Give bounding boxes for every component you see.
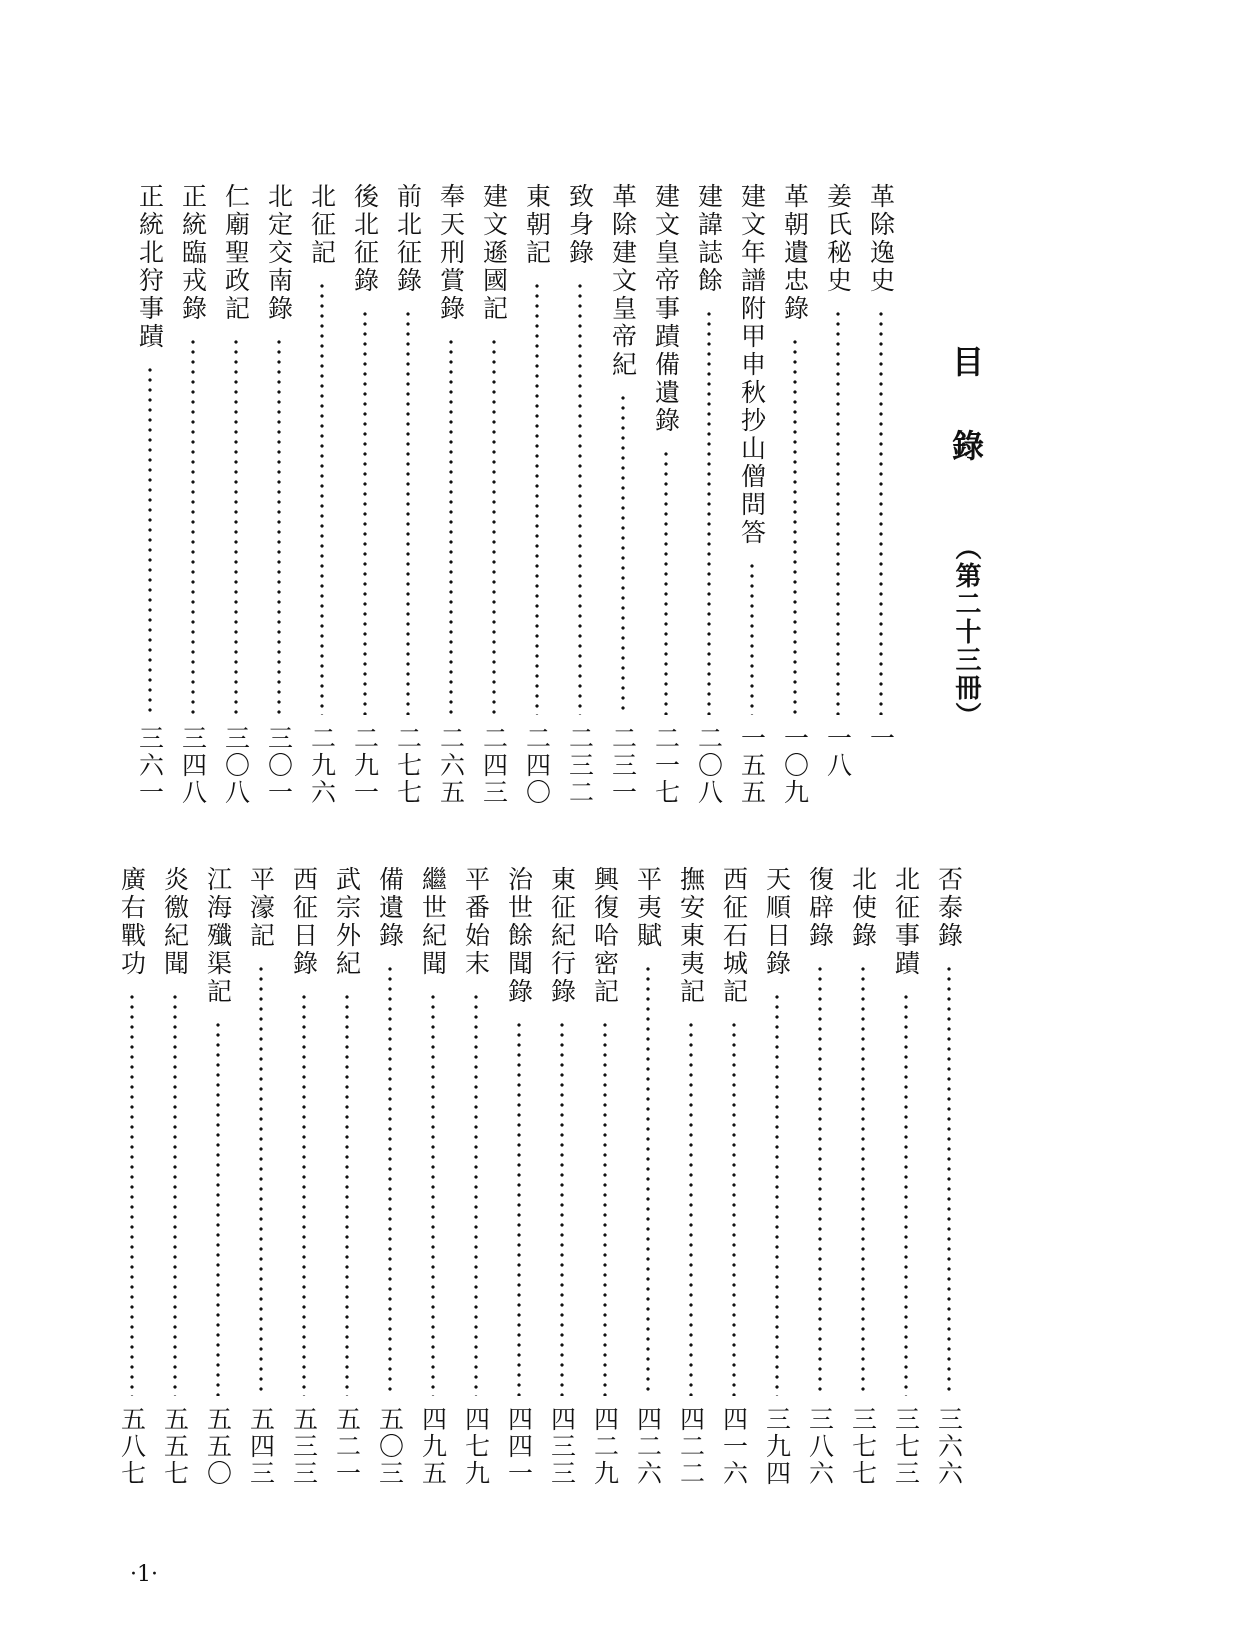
dot-leader (449, 337, 453, 715)
dot-leader (732, 1020, 736, 1396)
entry-page-number: 三〇八 (221, 725, 251, 806)
toc-entry[interactable] (669, 866, 712, 1496)
toc-entry[interactable] (472, 183, 515, 815)
toc-entry[interactable] (343, 183, 386, 815)
entry-page-number: 三〇一 (264, 725, 294, 806)
entry-title: 西征石城記 (719, 866, 749, 1006)
toc-entry[interactable] (816, 183, 859, 815)
toc-entry[interactable] (214, 183, 257, 815)
entry-title: 建文皇帝事蹟備遺錄 (651, 183, 681, 435)
toc-entry[interactable] (411, 866, 454, 1496)
toc-entry[interactable] (859, 183, 902, 815)
entry-page-number: 三六一 (135, 725, 165, 806)
entry-title: 正統北狩事蹟 (135, 183, 165, 351)
entry-page-number: 二三二 (565, 725, 595, 806)
toc-entry[interactable] (626, 866, 669, 1496)
entry-title: 仁廟聖政記 (221, 183, 251, 323)
toc-entry[interactable] (128, 183, 171, 815)
toc-entry[interactable] (601, 183, 644, 815)
entry-title: 正統臨戎錄 (178, 183, 208, 323)
dot-leader (517, 1020, 521, 1396)
entry-page-number: 五五七 (160, 1406, 190, 1487)
toc-entry[interactable] (730, 183, 773, 815)
entry-page-number: 五三三 (289, 1406, 319, 1487)
dot-leader (363, 309, 367, 715)
toc-entry[interactable] (110, 866, 153, 1496)
dot-leader (474, 992, 478, 1396)
dot-leader (277, 337, 281, 715)
entry-page-number: 五五〇 (203, 1406, 233, 1487)
toc-entry[interactable] (300, 183, 343, 815)
toc-entry[interactable] (386, 183, 429, 815)
entry-page-number: 四七九 (461, 1406, 491, 1487)
page-folio: ·1· (130, 1562, 158, 1587)
entry-title: 東朝記 (522, 183, 552, 267)
dot-leader (173, 992, 177, 1396)
toc-entry[interactable] (583, 866, 626, 1496)
dot-leader (750, 561, 754, 715)
entry-page-number: 三六六 (934, 1406, 964, 1487)
entry-title: 東征紀行錄 (547, 866, 577, 1006)
dot-leader (818, 964, 822, 1396)
entry-title: 平番始末 (461, 866, 491, 978)
dot-leader (148, 365, 152, 715)
dot-leader (191, 337, 195, 715)
entry-page-number: 四四一 (504, 1406, 534, 1487)
dot-leader (492, 337, 496, 715)
entry-page-number: 三九四 (762, 1406, 792, 1487)
entry-page-number: 四一六 (719, 1406, 749, 1487)
entry-page-number: 一〇九 (780, 725, 810, 806)
entry-title: 治世餘聞錄 (504, 866, 534, 1006)
dot-leader (320, 281, 324, 715)
toc-entry[interactable] (282, 866, 325, 1496)
entry-page-number: 五四三 (246, 1406, 276, 1487)
dot-leader (664, 449, 668, 715)
toc-entry[interactable] (755, 866, 798, 1496)
toc-entry[interactable] (239, 866, 282, 1496)
toc-entry[interactable] (884, 866, 927, 1496)
entry-title: 建文遜國記 (479, 183, 509, 323)
entry-title: 革除建文皇帝紀 (608, 183, 638, 379)
entry-title: 天順日錄 (762, 866, 792, 978)
dot-leader (234, 337, 238, 715)
dot-leader (406, 309, 410, 715)
entry-title: 奉天刑賞錄 (436, 183, 466, 323)
toc-entry[interactable] (196, 866, 239, 1496)
dot-leader (130, 992, 134, 1396)
dot-leader (947, 964, 951, 1396)
toc-entry[interactable] (325, 866, 368, 1496)
dot-leader (775, 992, 779, 1396)
entry-title: 備遺錄 (375, 866, 405, 950)
title-main: 目錄 (947, 345, 985, 513)
entry-title: 撫安東夷記 (676, 866, 706, 1006)
toc-entry[interactable] (368, 866, 411, 1496)
toc-entry[interactable] (540, 866, 583, 1496)
dot-leader (836, 309, 840, 715)
dot-leader (388, 964, 392, 1396)
toc-entry[interactable] (687, 183, 730, 815)
toc-block-top (128, 183, 902, 815)
toc-entry[interactable] (798, 866, 841, 1496)
entry-title: 姜氏秘史 (823, 183, 853, 295)
entry-title: 西征日錄 (289, 866, 319, 978)
toc-entry[interactable] (644, 183, 687, 815)
entry-title: 致身錄 (565, 183, 595, 267)
entry-title: 否泰錄 (934, 866, 964, 950)
dot-leader (689, 1020, 693, 1396)
entry-page-number: 一八 (823, 725, 853, 779)
dot-leader (621, 393, 625, 715)
entry-title: 建諱誌餘 (694, 183, 724, 295)
entry-page-number: 四三三 (547, 1406, 577, 1487)
entry-page-number: 一五五 (737, 725, 767, 806)
toc-entry[interactable] (773, 183, 816, 815)
entry-title: 江海殲渠記 (203, 866, 233, 1006)
page-title (946, 345, 986, 730)
entry-title: 北使錄 (848, 866, 878, 950)
entry-title: 建文年譜附甲申秋抄山僧問答 (737, 183, 767, 547)
entry-page-number: 三四八 (178, 725, 208, 806)
dot-leader (535, 281, 539, 715)
entry-page-number: 三八六 (805, 1406, 835, 1487)
entry-page-number: 三七七 (848, 1406, 878, 1487)
dot-leader (861, 964, 865, 1396)
dot-leader (904, 992, 908, 1396)
toc-entry[interactable] (841, 866, 884, 1496)
entry-title: 前北征錄 (393, 183, 423, 295)
entry-page-number: 二〇八 (694, 725, 724, 806)
entry-page-number: 五八七 (117, 1406, 147, 1487)
toc-entry[interactable] (712, 866, 755, 1496)
entry-page-number: 二四三 (479, 725, 509, 806)
toc-block-bottom (110, 866, 970, 1496)
dot-leader (345, 992, 349, 1396)
toc-entry[interactable] (171, 183, 214, 815)
dot-leader (216, 1020, 220, 1396)
entry-title: 平濠記 (246, 866, 276, 950)
toc-entry[interactable] (558, 183, 601, 815)
entry-title: 北征事蹟 (891, 866, 921, 978)
entry-page-number: 五二一 (332, 1406, 362, 1487)
entry-title: 平夷賦 (633, 866, 663, 950)
entry-page-number: 二七七 (393, 725, 423, 806)
toc-entry[interactable] (497, 866, 540, 1496)
toc-entry[interactable] (153, 866, 196, 1496)
entry-page-number: 四二九 (590, 1406, 620, 1487)
entry-page-number: 二四〇 (522, 725, 552, 806)
toc-entry[interactable] (429, 183, 472, 815)
entry-title: 革朝遺忠錄 (780, 183, 810, 323)
toc-entry[interactable] (927, 866, 970, 1496)
entry-page-number: 四二二 (676, 1406, 706, 1487)
entry-title: 北征記 (307, 183, 337, 267)
toc-entry[interactable] (257, 183, 300, 815)
entry-page-number: 四二六 (633, 1406, 663, 1487)
dot-leader (578, 281, 582, 715)
entry-title: 革除逸史 (866, 183, 896, 295)
entry-title: 廣右戰功 (117, 866, 147, 978)
entry-title: 炎徼紀聞 (160, 866, 190, 978)
dot-leader (603, 1020, 607, 1396)
entry-page-number: 三七三 (891, 1406, 921, 1487)
entry-page-number: 五〇三 (375, 1406, 405, 1487)
entry-page-number: 二三一 (608, 725, 638, 806)
entry-title: 興復哈密記 (590, 866, 620, 1006)
entry-title: 北定交南錄 (264, 183, 294, 323)
entry-page-number: 二一七 (651, 725, 681, 806)
entry-page-number: 一 (866, 725, 896, 752)
entry-title: 武宗外紀 (332, 866, 362, 978)
title-volume: （第二十三冊） (951, 534, 981, 731)
dot-leader (259, 964, 263, 1396)
dot-leader (646, 964, 650, 1396)
dot-leader (302, 992, 306, 1396)
entry-page-number: 二九六 (307, 725, 337, 806)
dot-leader (793, 337, 797, 715)
entry-page-number: 二六五 (436, 725, 466, 806)
toc-entry[interactable] (515, 183, 558, 815)
dot-leader (431, 992, 435, 1396)
entry-title: 繼世紀聞 (418, 866, 448, 978)
dot-leader (560, 1020, 564, 1396)
entry-page-number: 二九一 (350, 725, 380, 806)
dot-leader (879, 309, 883, 715)
toc-entry[interactable] (454, 866, 497, 1496)
entry-title: 復辟錄 (805, 866, 835, 950)
entry-title: 後北征錄 (350, 183, 380, 295)
dot-leader (707, 309, 711, 715)
entry-page-number: 四九五 (418, 1406, 448, 1487)
